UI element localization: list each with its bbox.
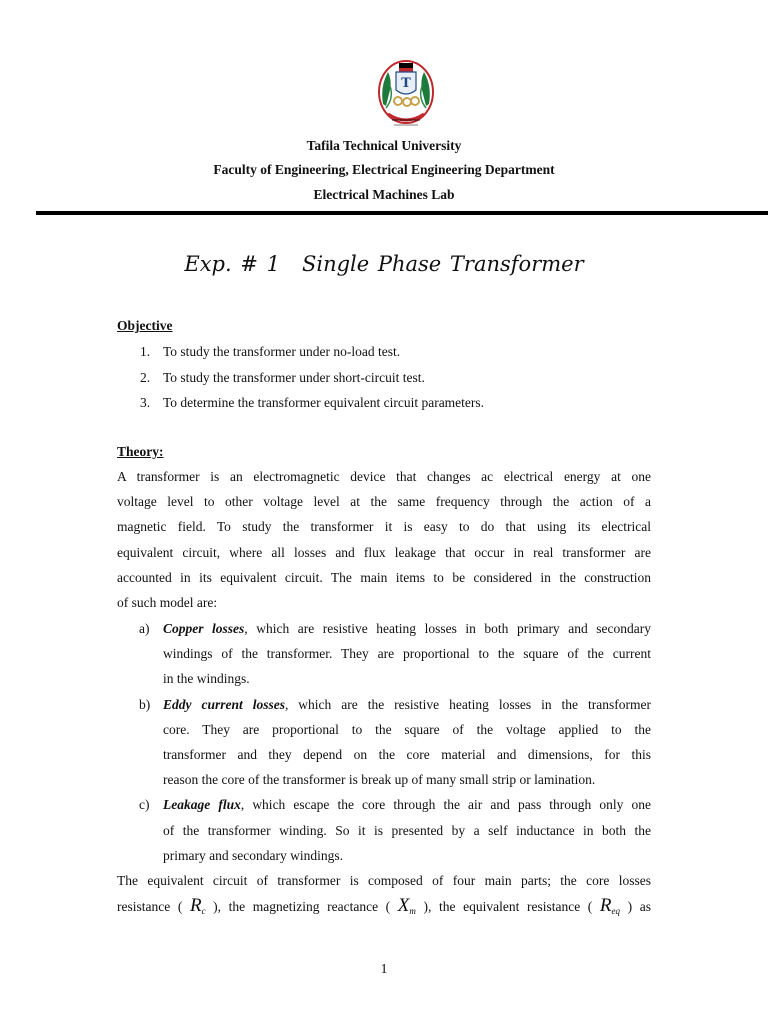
item-marker: c) [139,797,150,813]
objective-list [140,343,484,420]
svg-text:T: T [401,76,411,91]
text-line: of such model are: [117,595,218,611]
objective-heading: Objective [117,318,173,333]
list-item [140,343,484,369]
lab-name: Electrical Machines Lab [313,187,455,202]
faculty-name: Faculty of Engineering, Electrical Engineering Department [213,162,555,177]
item-marker: b) [139,696,151,712]
university-seal-icon [374,56,438,136]
symbol-rc: R [189,895,202,917]
list-item [117,692,651,793]
text-line: resistance ( $R_c$ ), the magnetizing reactance ( $X_m$ ), the equivalent resistance ( $R_{eq}$ ) as [117,895,652,917]
text-line: equivalent circuit, where all losses and flux leakage that occur in real transformer are [117,544,651,560]
item-number: 2. [140,369,151,385]
text-line: core. They are proportional to the square of the voltage applied to the [163,721,651,737]
symbol-req: R [599,895,612,917]
text-line: magnetic field. To study the transformer it is easy to do that using its electrical [117,519,651,535]
university-logo [374,56,438,136]
term-copper-losses: Copper losses [163,621,245,636]
experiment-name: Single Phase Transformer [301,252,584,276]
item-number: 1. [140,344,151,359]
text-line: transformer and they depend on the core material and dimensions, for this [163,747,651,763]
text-line: accounted in its equivalent circuit. The main items to be considered in the construction [117,569,651,585]
list-item [140,394,484,420]
item-text: , which are resistive heating losses in both primary and secondary [244,621,651,636]
losses-list [117,616,651,868]
item-text: To study the transformer under no-load test. [163,344,401,359]
item-text: , which escape the core through the air and pass through only one [240,797,651,813]
university-name: Tafila Technical University [306,138,462,153]
text-line: The equivalent circuit of transformer is composed of four main parts; the core losses [117,873,651,888]
text-line: primary and secondary windings. [163,847,343,863]
experiment-title [0,252,768,276]
list-item [140,369,484,395]
theory-heading: Theory: [117,444,164,459]
header-rule [36,211,768,215]
item-text: To study the transformer under short-circuit test. [163,369,425,385]
page-number: 1 [380,962,388,977]
text-line: in the windings. [163,671,250,687]
theory-intro-paragraph [117,464,651,615]
text-line: reason the core of the transformer is break up of many small strip or lamination. [163,772,596,788]
symbol-xm: X [397,895,410,917]
closing-paragraph [117,868,651,924]
text-line: voltage level to other voltage level at the same frequency through the action of a [117,494,651,510]
item-number: 3. [140,395,151,410]
item-text: To determine the transformer equivalent circuit parameters. [163,395,485,410]
text-line: A transformer is an electromagnetic device that changes ac electrical energy at one [117,469,651,484]
text-line: of the transformer winding. So it is presented by a self inductance in both the [163,822,651,838]
item-text: , which are the resistive heating losses in the transformer [284,696,651,712]
text-line: windings of the transformer. They are proportional to the square of the current [163,646,651,662]
term-eddy-current-losses: Eddy current losses [163,696,285,712]
item-marker: a) [139,621,150,636]
term-leakage-flux: Leakage flux [163,797,241,813]
list-item [117,616,651,692]
experiment-number: Exp. # 1 [184,252,280,276]
list-item [117,792,651,868]
